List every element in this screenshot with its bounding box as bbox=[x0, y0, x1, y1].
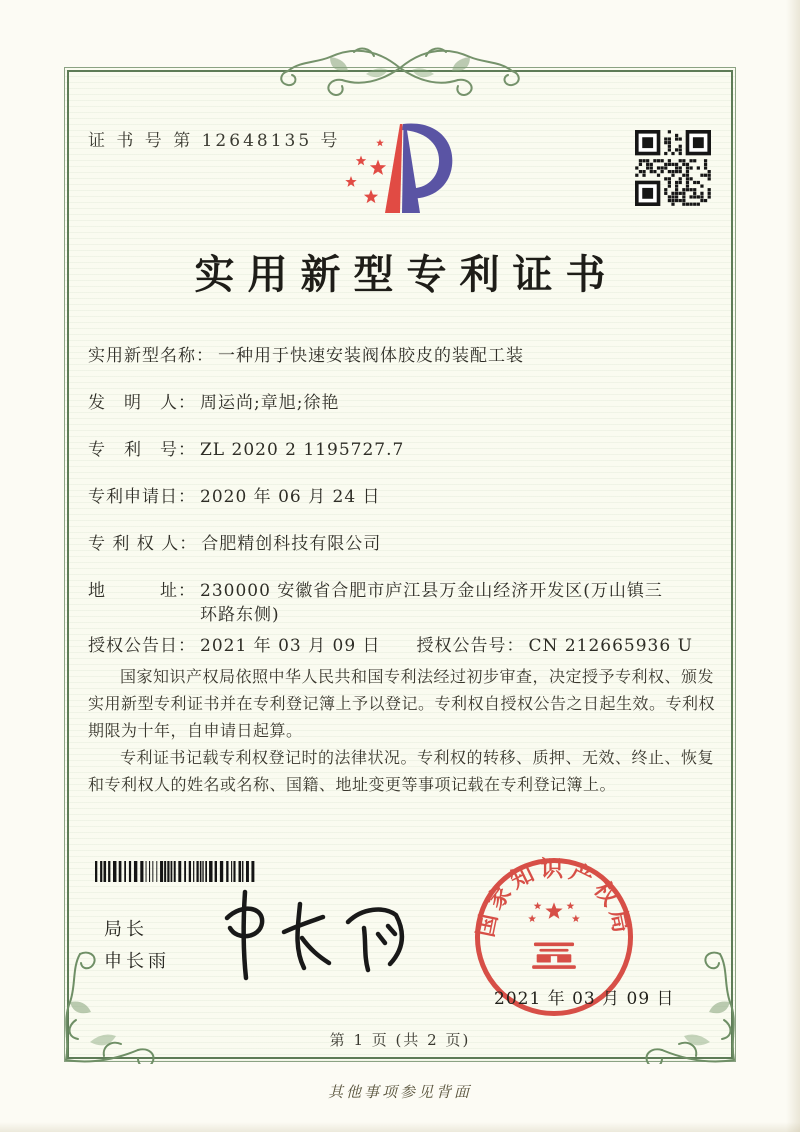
field-value: 2021 年 03 月 09 日 bbox=[200, 636, 381, 656]
field-row-filing-date bbox=[88, 485, 716, 509]
seal-date: 2021 年 03 月 09 日 bbox=[494, 989, 675, 1009]
field-value: CN 212665936 U bbox=[528, 636, 693, 656]
field-row-patentee bbox=[88, 532, 716, 556]
qr-code bbox=[635, 130, 711, 206]
field-label: 授权公告号： bbox=[416, 636, 525, 656]
field-value: 周运尚;章旭;徐艳 bbox=[200, 393, 340, 413]
back-side-note: 其他事项参见背面 bbox=[327, 1083, 472, 1101]
field-label: 专 利 权 人： bbox=[88, 534, 198, 554]
certificate-number: 证 书 号 第 12648135 号 bbox=[88, 131, 341, 151]
field-label: 实用新型名称： bbox=[88, 346, 214, 366]
page-number: 第 1 页 (共 2 页) bbox=[329, 1031, 471, 1049]
field-row-grant bbox=[88, 634, 716, 658]
field-value: 一种用于快速安装阀体胶皮的装配工装 bbox=[218, 346, 524, 366]
field-value: ZL 2020 2 1195727.7 bbox=[200, 440, 405, 460]
certificate-title: 实用新型专利证书 bbox=[194, 251, 619, 298]
field-label: 专 利 号： bbox=[88, 440, 196, 460]
field-value: 230000 安徽省合肥市庐江县万金山经济开发区(万山镇三环路东侧) bbox=[200, 581, 663, 625]
cnipa-logo-icon bbox=[340, 110, 466, 226]
field-value: 2020 年 06 月 24 日 bbox=[200, 487, 381, 507]
field-row-patent-number bbox=[88, 438, 716, 462]
legal-paragraph-2: 专利证书记载专利权登记时的法律状况。专利权的转移、质押、无效、终止、恢复和专利权人的姓名或名称、国籍、地址变更等事项记载在专利登记簿上。 bbox=[88, 748, 715, 794]
legal-paragraph-1: 国家知识产权局依照中华人民共和国专利法经过初步审查，决定授予专利权、颁发实用新型专利证书并在专利登记簿上予以登记。专利权自授权公告之日起生效。专利权期限为十年，自申请日起算。 bbox=[88, 667, 716, 740]
field-label: 发 明 人： bbox=[88, 393, 196, 413]
field-value: 合肥精创科技有限公司 bbox=[201, 534, 382, 554]
field-label: 授权公告日： bbox=[88, 636, 196, 656]
field-row-name bbox=[88, 344, 716, 368]
scan-edge-shadow bbox=[0, 1122, 800, 1132]
field-list bbox=[88, 344, 716, 681]
field-label: 地 址： bbox=[88, 581, 196, 601]
commissioner-signature-icon bbox=[212, 878, 422, 986]
field-row-address bbox=[88, 579, 716, 627]
legal-text bbox=[88, 663, 718, 798]
commissioner-title: 局长 bbox=[104, 919, 148, 940]
field-row-inventor bbox=[88, 391, 716, 415]
svg-text:国家知识产权局: 国家知识产权局 bbox=[472, 856, 636, 940]
commissioner-name: 申长雨 bbox=[104, 951, 170, 972]
scan-edge-shadow bbox=[786, 0, 800, 1132]
field-label: 专利申请日： bbox=[88, 487, 196, 507]
